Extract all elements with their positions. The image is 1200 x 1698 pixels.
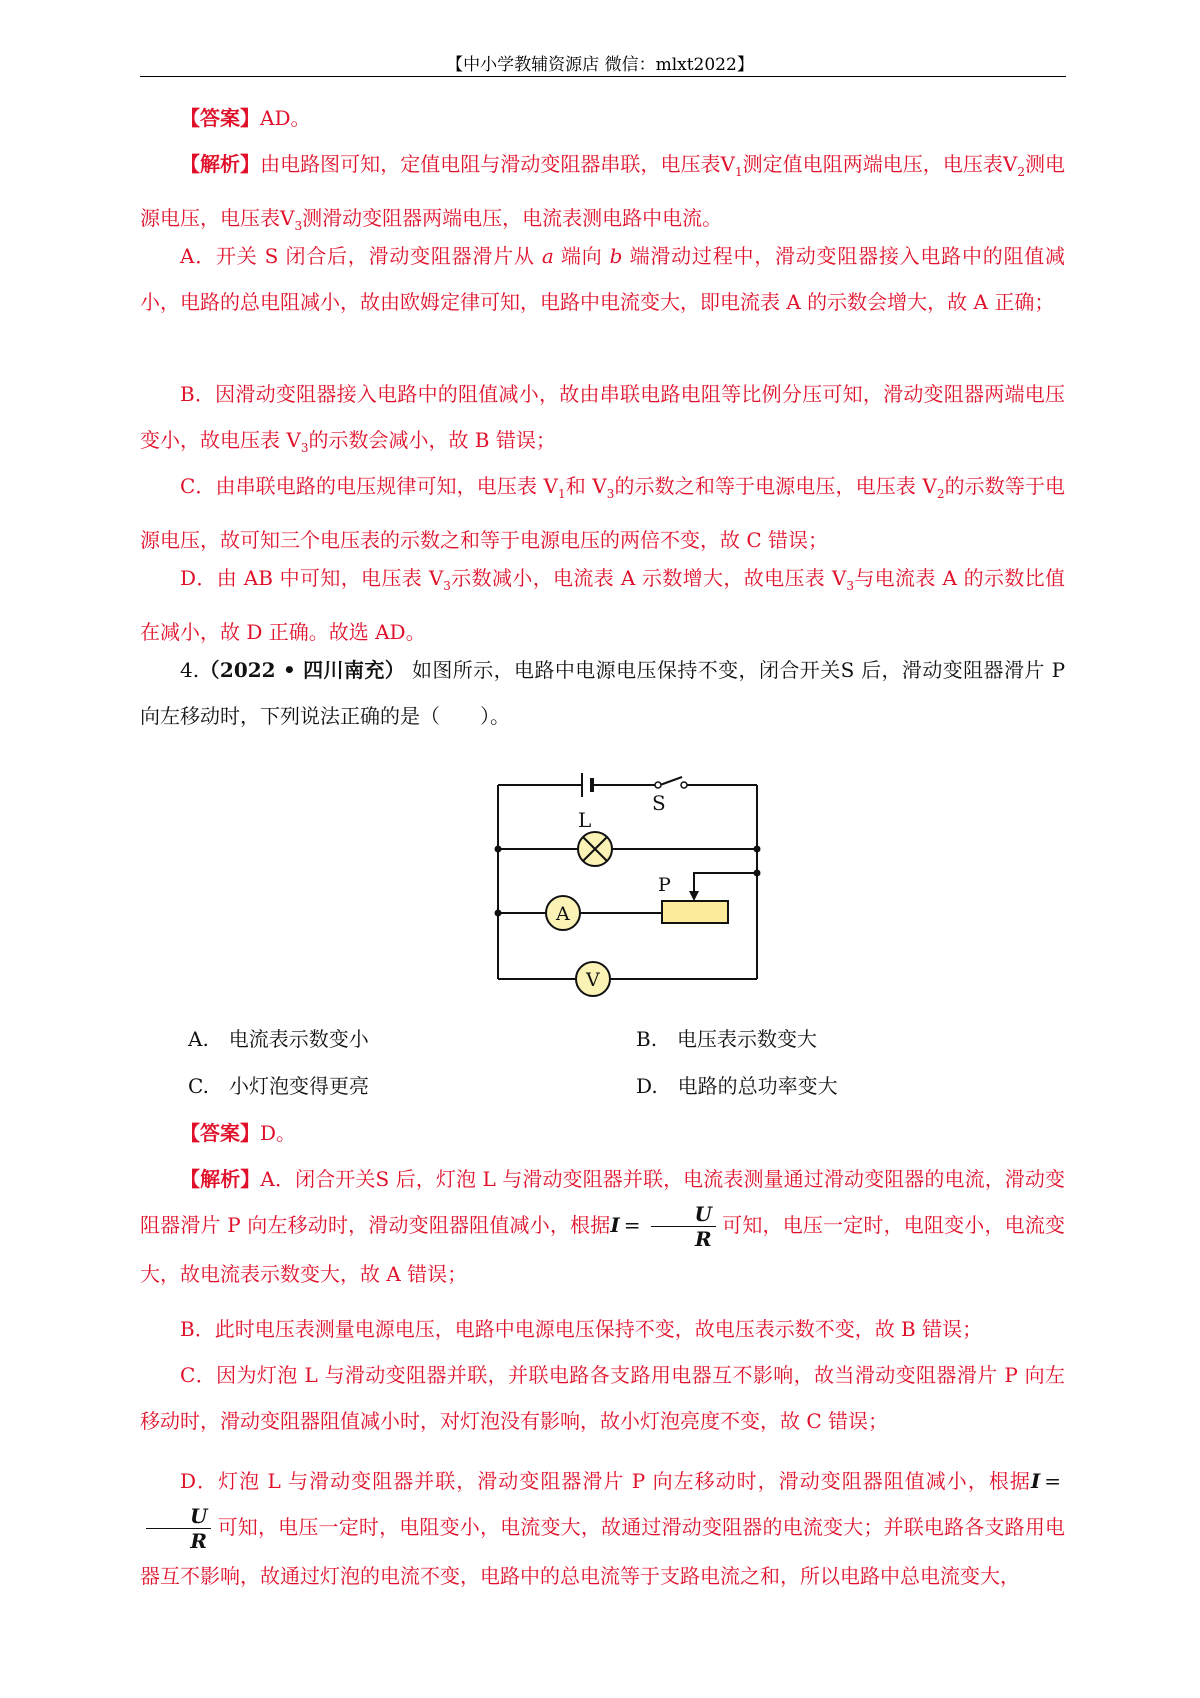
ammeter-label: A: [556, 903, 570, 925]
analysis-tag: 【解析】: [180, 1167, 261, 1191]
rheostat-icon: [662, 901, 728, 923]
q4-stem: 4.（2022 • 四川南充） 如图所示，电路中电源电压保持不变，闭合开关S 后，滑动变阻器滑片 P 向左移动时，下列说法正确的是（ ）。: [140, 658, 1066, 728]
slider-label: P: [658, 874, 671, 896]
q3-option-a-analysis: A．开关 S 闭合后，滑动变阻器滑片从 a 端向 b 端滑动过程中，滑动变阻器接入电路中的阻值减小，电路的总电阻减小，故由欧姆定律可知，电路中电流变大，即电流表 A 的示数会增大，故 A 正确；: [140, 244, 1066, 314]
answer-tag: 【答案】: [180, 106, 260, 130]
slider-tap-wire: [694, 873, 757, 895]
option-a: A. 电流表示数变小: [188, 1027, 369, 1051]
q3-option-b-analysis: B．因滑动变阻器接入电路中的阻值减小，故由串联电路电阻等比例分压可知，滑动变阻器两端电压变小，故电压表 $V_3$的示数会减小，故 B 错误；: [140, 382, 1065, 455]
junction-dot: [754, 870, 761, 877]
answer-text: AD。: [260, 106, 311, 130]
q3-analysis: 【解析】由电路图可知，定值电阻与滑动变阻器串联，电压表$V_1$测定值电阻两端电压，电压表$V_2$测电源电压，电压表$V_3$测滑动变阻器两端电压，电流表测电路中电流。: [140, 152, 1066, 233]
q4-option-a-analysis: 【解析】A．闭合开关S 后，灯泡 L 与滑动变阻器并联，电流表测量通过滑动变阻器的电流，滑动变阻器滑片 P 向左移动时，滑动变阻器阻值减小，根据I = $\frac{U}{R}$ 可知，电压一定时，电阻变小，电流变大，故电流表示数变大，故 A 错误；: [140, 1167, 1066, 1286]
analysis-tag: 【解析】: [180, 152, 261, 176]
page-header: 【中小学教辅资源店 微信：mlxt2022】: [446, 55, 754, 75]
voltmeter-label: V: [586, 969, 600, 991]
q4-option-d-analysis: D．灯泡 L 与滑动变阻器并联，滑动变阻器滑片 P 向左移动时，滑动变阻器阻值减小，根据I = $\frac{U}{R}$ 可知，电压一定时，电阻变小，电流变大，故通过滑动变阻器的电流变大；并联电路各支路用电器互不影响，故通过灯泡的电流不变，电路中的总电流等于支路电流之和，所以电路中总电流变大，: [140, 1469, 1065, 1588]
junction-dot: [754, 846, 761, 853]
option-d: D. 电路的总功率变大: [636, 1074, 838, 1098]
q4-answer: [140, 1110, 1065, 1156]
answer-text: D。: [260, 1121, 297, 1145]
ohm-formula: $\frac{U}{R}$: [146, 1504, 211, 1553]
q4-option-b-analysis: B．此时电压表测量电源电压，电路中电源电压保持不变，故电压表示数不变，故 B 错误；: [180, 1317, 983, 1341]
q3-option-d-analysis: D．由 AB 中可知，电压表 $V_3$示数减小，电流表 A 示数增大，故电压表 $V_3$与电流表 A 的示数比值在减小，故 D 正确。故选 AD。: [140, 566, 1066, 644]
lamp-label: L: [578, 808, 592, 832]
switch-contact-right: [681, 782, 687, 788]
answer-tag: 【答案】: [180, 1121, 260, 1145]
ohm-formula: $\frac{U}{R}$: [651, 1202, 716, 1251]
junction-dot: [495, 910, 502, 917]
option-c: C. 小灯泡变得更亮: [188, 1074, 369, 1098]
q3-option-c-analysis: C．由串联电路的电压规律可知，电压表 $V_1$和 $V_3$的示数之和等于电源电压，电压表 $V_2$的示数等于电源电压，故可知三个电压表的示数之和等于电源电压的两倍不变，故 C 错误；: [140, 474, 1066, 552]
switch-contact-left: [655, 782, 661, 788]
switch-blade: [660, 777, 682, 785]
switch-label: S: [652, 791, 666, 815]
junction-dot: [495, 846, 502, 853]
slider-arrow-icon: [689, 891, 699, 901]
q3-answer: [140, 95, 1065, 141]
option-b: B. 电压表示数变大: [636, 1027, 818, 1051]
q4-option-c-analysis: C．因为灯泡 L 与滑动变阻器并联，并联电路各支路用电器互不影响，故当滑动变阻器滑片 P 向左移动时，滑动变阻器阻值减小时，对灯泡没有影响，故小灯泡亮度不变，故 C 错误；: [140, 1363, 1065, 1433]
header-rule: [140, 76, 1066, 77]
circuit-diagram: [480, 755, 770, 1005]
